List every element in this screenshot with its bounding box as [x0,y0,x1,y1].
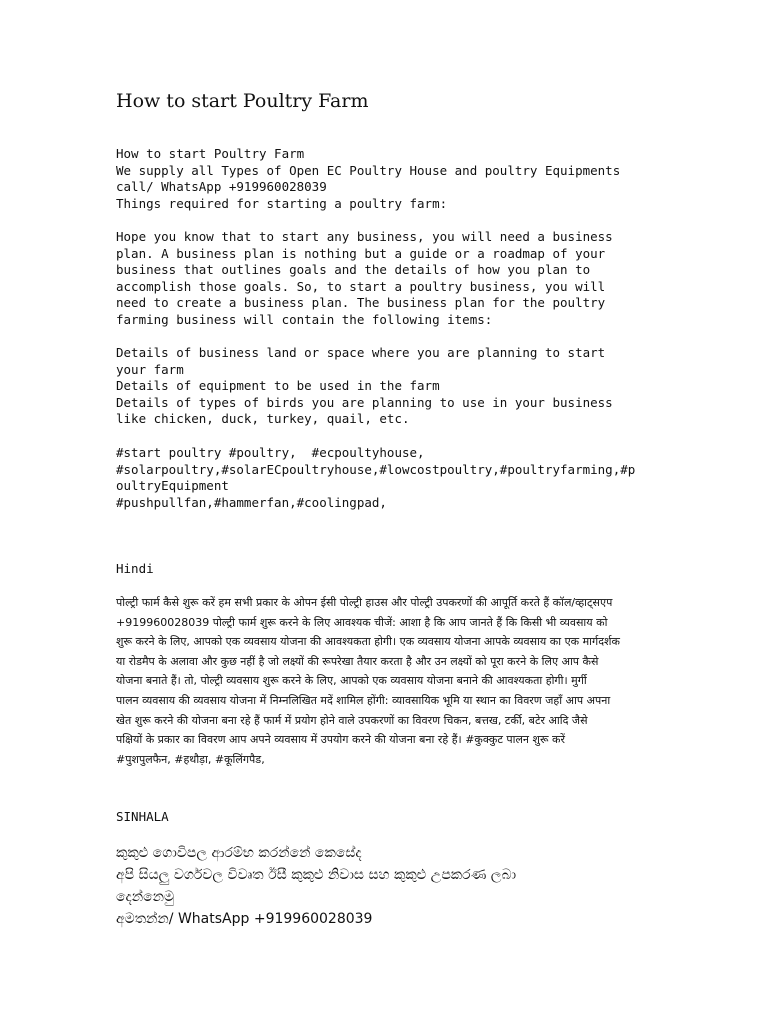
body-line: need to create a business plan. The business plan for the poultry [116,295,606,311]
sinhala-heading: SINHALA [116,809,169,824]
body-line: plan. A business plan is nothing but a guide or a roadmap of your [116,245,606,261]
hashtags-paragraph [116,445,656,511]
hindi-line: या रोडमैप के अलावा और कुछ नहीं है जो लक्ष्यों की रूपरेखा तैयार करता है और उन लक्ष्यों को पूरा करने के लिए आप कैसे [116,654,599,668]
hindi-paragraph [116,593,656,769]
intro-line: Things required for starting a poultry farm: [116,195,448,211]
body-line: Hope you know that to start any business, you will need a business [116,229,613,244]
hashtag-line: #pushpullfan,#hammerfan,#coolingpad, [116,494,387,510]
body-line: farming business will contain the following items: [116,311,493,327]
hindi-line: योजना बनाते हैं। तो, पोल्ट्री व्यवसाय शुरू करने के लिए, आपको एक व्यवसाय योजना बनाने की आवश्यकता होगी। मुर्गी [116,674,587,688]
details-line: Details of business land or space where you are planning to start [116,345,606,360]
sinhala-line: දෙන්නෙමු [116,889,175,905]
hashtag-line: oultryEquipment [116,478,229,494]
details-line: Details of types of birds you are planning to use in your business [116,394,613,410]
hindi-heading-block [116,561,656,578]
body-line: business that outlines goals and the details of how you plan to [116,262,591,278]
hindi-line: पोल्ट्री फार्म कैसे शुरू करें हम सभी प्रकार के ओपन ईसी पोल्ट्री हाउस और पोल्ट्री उपकरणों की आपूर्ति करते हैं कॉल/व्हाट्सएप [116,596,613,609]
details-line: Details of equipment to be used in the farm [116,378,440,394]
intro-line: How to start Poultry Farm [116,146,305,161]
hindi-line: +919960028039 पोल्ट्री फार्म शुरू करने के लिए आवश्यक चीजें: आशा है कि आप जानते हैं कि किसी भी व्यवसाय को [116,615,608,629]
hindi-line: शुरू करने के लिए, आपको एक व्यवसाय योजना की आवश्यकता होगी। एक व्यवसाय योजना आपके व्यवसाय का एक मार्गदर्शक [116,635,620,649]
hashtag-line: #solarpoultry,#solarECpoultryhouse,#lowcostpoultry,#poultryfarming,#p [116,461,636,477]
hindi-heading: Hindi [116,561,154,576]
sinhala-line: අමතන්න/ WhatsApp +919960028039 [116,911,373,927]
sinhala-line: අපි සියලු වර්ගවල විවෘත ඊසී කුකුළු නිවාස සහ කුකුළු උපකරණ ලබා [116,867,517,883]
page-title: How to start Poultry Farm [116,90,369,112]
sinhala-paragraph [116,842,656,930]
details-list [116,345,656,428]
hindi-line: #पुशपुलफैन, #हथौड़ा, #कूलिंगपैड, [116,752,265,766]
body-line: accomplish those goals. So, to start a poultry business, you will [116,278,606,294]
hindi-line: पालन व्यवसाय की व्यवसाय योजना में निम्नलिखित मदें शामिल होंगी: व्यावसायिक भूमि या स्थान का विवरण जहाँ आप अपना [116,693,611,707]
intro-line: We supply all Types of Open EC Poultry House and poultry Equipments [116,162,621,178]
details-line: like chicken, duck, turkey, quail, etc. [116,411,410,427]
sinhala-line: කුකුළු ගොවිපල ආරම්භ කරන්නේ කෙසේද [116,845,362,861]
hindi-line: खेत शुरू करने की योजना बना रहे हैं फार्म में प्रयोग होने वाले उपकरणों का विवरण चिकन, बत्तख, टर्की, बटेर आदि जैसे [116,713,588,727]
business-plan-paragraph [116,229,656,329]
intro-line: call/ WhatsApp +919960028039 [116,179,327,195]
hindi-line: पक्षियों के प्रकार का विवरण आप अपने व्यवसाय में उपयोग करने की योजना बना रहे हैं। #कुक्कुट पालन शुरू करें [116,733,565,747]
hashtag-line: #start poultry #poultry, #ecpoultyhouse, [116,445,425,460]
sinhala-heading-block [116,809,656,826]
intro-paragraph [116,146,656,212]
details-line: your farm [116,361,184,377]
